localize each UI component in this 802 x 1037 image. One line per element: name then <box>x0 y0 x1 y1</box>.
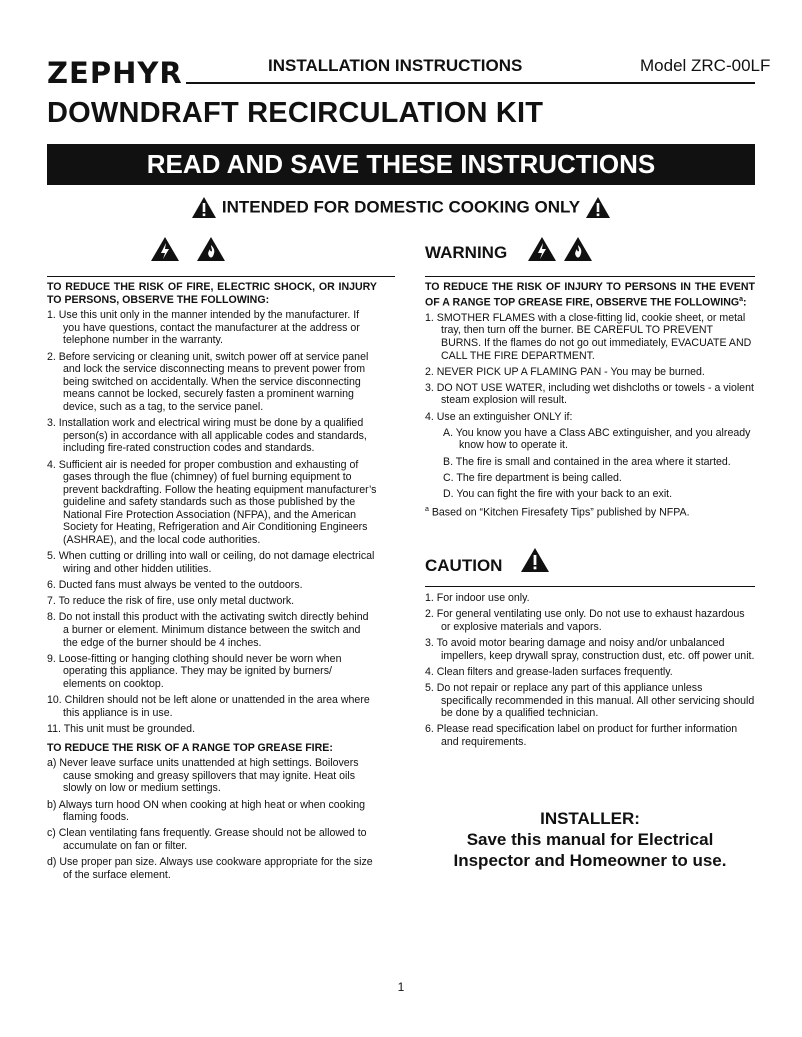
domestic-notice-text: INTENDED FOR DOMESTIC COOKING ONLY <box>221 197 581 217</box>
caution-triangle-icon <box>520 547 550 573</box>
right-subhead <box>425 281 755 309</box>
list-item: 10. Children should not be left alone or unattended in the area where this appliance is in use. <box>47 694 370 719</box>
list-item: 5. Do not repair or replace any part of this appliance unless specifically recommended in this manual. All other servicing should be done by a qualified technician. <box>425 681 755 720</box>
list-item: 6. Ducted fans must always be vented to the outdoors. <box>47 579 303 592</box>
section-rule-right <box>425 276 755 277</box>
installer-line: Inspector and Homeowner to use. <box>453 851 727 870</box>
right-subhead-text: TO REDUCE THE RISK OF INJURY TO PERSONS IN THE EVENT OF A RANGE TOP GREASE FIRE, OBSERVE THE FOLLOWING <box>425 281 755 309</box>
domestic-use-notice <box>0 196 802 219</box>
header-rule <box>186 82 755 84</box>
model-number: Model ZRC-00LF <box>640 56 771 75</box>
right-column <box>425 281 755 519</box>
warning-heading: WARNING <box>425 243 508 262</box>
list-item: b) Always turn hood ON when cooking at high heat or when cooking flaming foods. <box>47 798 366 824</box>
read-save-banner: READ AND SAVE THESE INSTRUCTIONS <box>47 144 755 185</box>
list-item: c) Clean ventilating fans frequently. Grease should not be allowed to accumulate on fan or filter. <box>47 827 367 852</box>
list-item: 3. DO NOT USE WATER, including wet dishcloths or towels - a violent steam explosion will result. <box>425 381 754 407</box>
footnote-text: Based on “Kitchen Firesafety Tips” published by NFPA. <box>428 506 690 519</box>
list-item: 2. NEVER PICK UP A FLAMING PAN - You may be burned. <box>425 365 705 378</box>
list-item: 11. This unit must be grounded. <box>47 722 196 735</box>
list-subitem: B. The fire is small and contained in the area where it started. <box>443 455 731 468</box>
list-subitem: C. The fire department is being called. <box>443 471 622 484</box>
warning-triangle-icon <box>191 196 217 219</box>
list-item: 3. Installation work and electrical wiring must be done by a qualified person(s) in accordance with all applicable codes and standards, including fire-rated construction codes and standards. <box>47 417 367 455</box>
footnote-marker: a <box>739 295 744 303</box>
electric-shock-icon <box>150 236 180 262</box>
list-item: 8. Do not install this product with the activating switch directly behind a burner or element. Minimum distance between the switch and the edge of the burner should be 4 inches. <box>47 611 369 649</box>
list-item: 4. Clean filters and grease-laden surfaces frequently. <box>425 665 673 678</box>
page-number: 1 <box>397 980 405 994</box>
caution-rule <box>425 586 755 587</box>
section-rule-left <box>47 276 395 277</box>
list-item: a) Never leave surface units unattended at high settings. Boilovers cause smoking and greasy spillovers that may ignite. Heat oils slowly on low or medium settings. <box>47 757 359 795</box>
header-title: INSTALLATION INSTRUCTIONS <box>268 56 523 75</box>
list-item: 6. Please read specification label on product for further information and requirements. <box>425 723 738 748</box>
electric-shock-icon <box>527 236 557 262</box>
fire-hazard-icon <box>563 236 593 262</box>
left-column <box>47 281 377 885</box>
warning-triangle-icon <box>585 196 611 219</box>
hazard-icons-right <box>527 236 593 267</box>
list-subitem: D. You can fight the fire with your back to an exit. <box>443 488 673 500</box>
list-item: 7. To reduce the risk of fire, use only metal ductwork. <box>47 595 295 608</box>
grease-fire-subhead: TO REDUCE THE RISK OF A RANGE TOP GREASE FIRE: <box>47 741 333 754</box>
list-item: 1. SMOTHER FLAMES with a close-fitting lid, cookie sheet, or metal tray, then turn off the burner. BE CAREFUL TO PREVENT BURNS. If the flames do not go out immediately, EVACUATE AND CALL THE FIRE DEPARTMENT. <box>425 311 752 362</box>
list-item: 2. Before servicing or cleaning unit, switch power off at service panel and lock the service disconnecting means to prevent power from being switched on accidentally. When the service disconnecting means cannot be locked, securely fasten a prominent warning device, such as a tag, to the service panel. <box>47 350 369 413</box>
footnote-marker: a <box>425 506 429 514</box>
list-item: d) Use proper pan size. Always use cookware appropriate for the size of the surface element. <box>47 856 373 881</box>
list-subitem: A. You know you have a Class ABC extinguisher, and you already know how to operate it. <box>443 426 751 452</box>
footnote <box>425 504 755 519</box>
list-item: 2. For general ventilating use only. Do not use to exhaust hazardous or explosive materials and vapors. <box>425 608 745 633</box>
installer-notice <box>425 808 755 871</box>
caution-heading: CAUTION <box>425 556 503 575</box>
list-item: 3. To avoid motor bearing damage and noisy and/or unbalanced impellers, keep drywall spray, construction dust, etc. off power unit. <box>425 636 755 662</box>
installer-line: Save this manual for Electrical <box>466 830 714 849</box>
fire-hazard-icon <box>196 236 226 262</box>
caution-list <box>425 592 755 752</box>
list-item: 4. Sufficient air is needed for proper combustion and exhausting of gases through the flue (chimney) of fuel burning equipment to prevent backdrafting. Follow the heating equipment manufacturer’s guideline and safety standards such as those published by the National Fire Protection Association (NFPA), and the American Society for Heating, Refrigeration and Air Conditioning Engineers (ASHRAE), and the local code authorities. <box>47 458 377 547</box>
list-item: 4. Use an extinguisher ONLY if: <box>425 410 573 423</box>
document-title: DOWNDRAFT RECIRCULATION KIT <box>47 97 544 129</box>
list-item: 5. When cutting or drilling into wall or ceiling, do not damage electrical wiring and other hidden utilities. <box>47 550 375 575</box>
hazard-icons-left <box>150 236 226 267</box>
right-subhead-colon: : <box>743 296 747 309</box>
zephyr-logo: ZEPHYR <box>47 56 183 90</box>
installer-label: INSTALLER: <box>540 809 640 828</box>
list-item: 9. Loose-fitting or hanging clothing should never be worn when operating this appliance. They may be ignited by burners/ elements on cooktop. <box>47 652 342 690</box>
list-item: 1. For indoor use only. <box>425 592 530 604</box>
left-subhead: TO REDUCE THE RISK OF FIRE, ELECTRIC SHOCK, OR INJURY TO PERSONS, OBSERVE THE FOLLOWING: <box>47 281 377 306</box>
list-item: 1. Use this unit only in the manner intended by the manufacturer. If you have questions, contact the manufacturer at the address or telephone number in the warranty. <box>47 309 360 347</box>
caution-icon-wrap <box>520 547 550 578</box>
